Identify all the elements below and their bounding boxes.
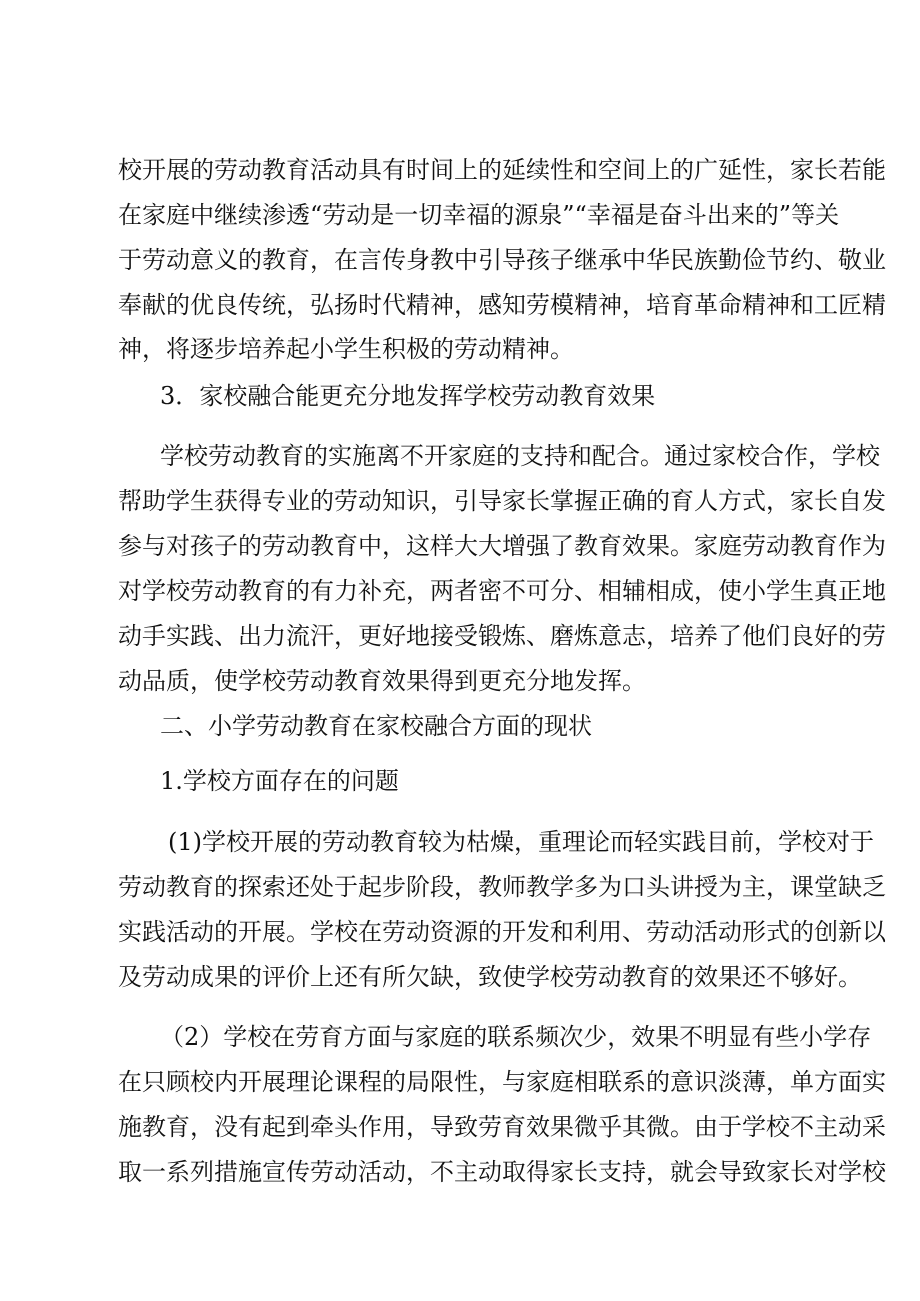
text-line: 神，将逐步培养起小学生积极的劳动精神。 xyxy=(118,335,574,363)
section-heading: 3．家校融合能更充分地发挥学校劳动教育效果 xyxy=(160,382,656,410)
text-line: 动手实践、出力流汗，更好地接受锻炼、磨炼意志，培养了他们良好的劳 xyxy=(118,622,886,650)
text-line: （2）学校在劳育方面与家庭的联系频次少，效果不明显有些小学存 xyxy=(160,1023,872,1051)
text-line: 动品质，使学校劳动教育效果得到更充分地发挥。 xyxy=(118,667,646,695)
section-heading: 二、小学劳动教育在家校融合方面的现状 xyxy=(160,712,592,740)
text-line: 在家庭中继续渗透“劳动是一切幸福的源泉”“幸福是奋斗出来的”等关 xyxy=(118,201,840,229)
subsection-heading: 1.学校方面存在的问题 xyxy=(160,767,399,795)
text-line: 及劳动成果的评价上还有所欠缺，致使学校劳动教育的效果还不够好。 xyxy=(118,963,862,991)
text-line: 在只顾校内开展理论课程的局限性，与家庭相联系的意识淡薄，单方面实 xyxy=(118,1068,886,1096)
text-line: 帮助学生获得专业的劳动知识，引导家长掌握正确的育人方式，家长自发 xyxy=(118,487,886,515)
text-line: 对学校劳动教育的有力补充，两者密不可分、相辅相成，使小学生真正地 xyxy=(118,577,886,605)
text-line: 取一系列措施宣传劳动活动，不主动取得家长支持，就会导致家长对学校 xyxy=(118,1158,886,1186)
text-line: 学校劳动教育的实施离不开家庭的支持和配合。通过家校合作，学校 xyxy=(160,442,880,470)
text-line: 劳动教育的探索还处于起步阶段，教师教学多为口头讲授为主，课堂缺乏 xyxy=(118,873,886,901)
text-line: 于劳动意义的教育，在言传身教中引导孩子继承中华民族勤俭节约、敬业 xyxy=(118,246,886,274)
text-line: 参与对孩子的劳动教育中，这样大大增强了教育效果。家庭劳动教育作为 xyxy=(118,532,886,560)
text-line: 校开展的劳动教育活动具有时间上的延续性和空间上的广延性，家长若能 xyxy=(118,156,886,184)
text-line: (1)学校开展的劳动教育较为枯燥，重理论而轻实践目前，学校对于 xyxy=(168,828,874,856)
text-line: 奉献的优良传统，弘扬时代精神，感知劳模精神，培育革命精神和工匠精 xyxy=(118,291,886,319)
text-line: 实践活动的开展。学校在劳动资源的开发和利用、劳动活动形式的创新以 xyxy=(118,918,886,946)
text-line: 施教育，没有起到牵头作用，导致劳育效果微乎其微。由于学校不主动采 xyxy=(118,1113,886,1141)
